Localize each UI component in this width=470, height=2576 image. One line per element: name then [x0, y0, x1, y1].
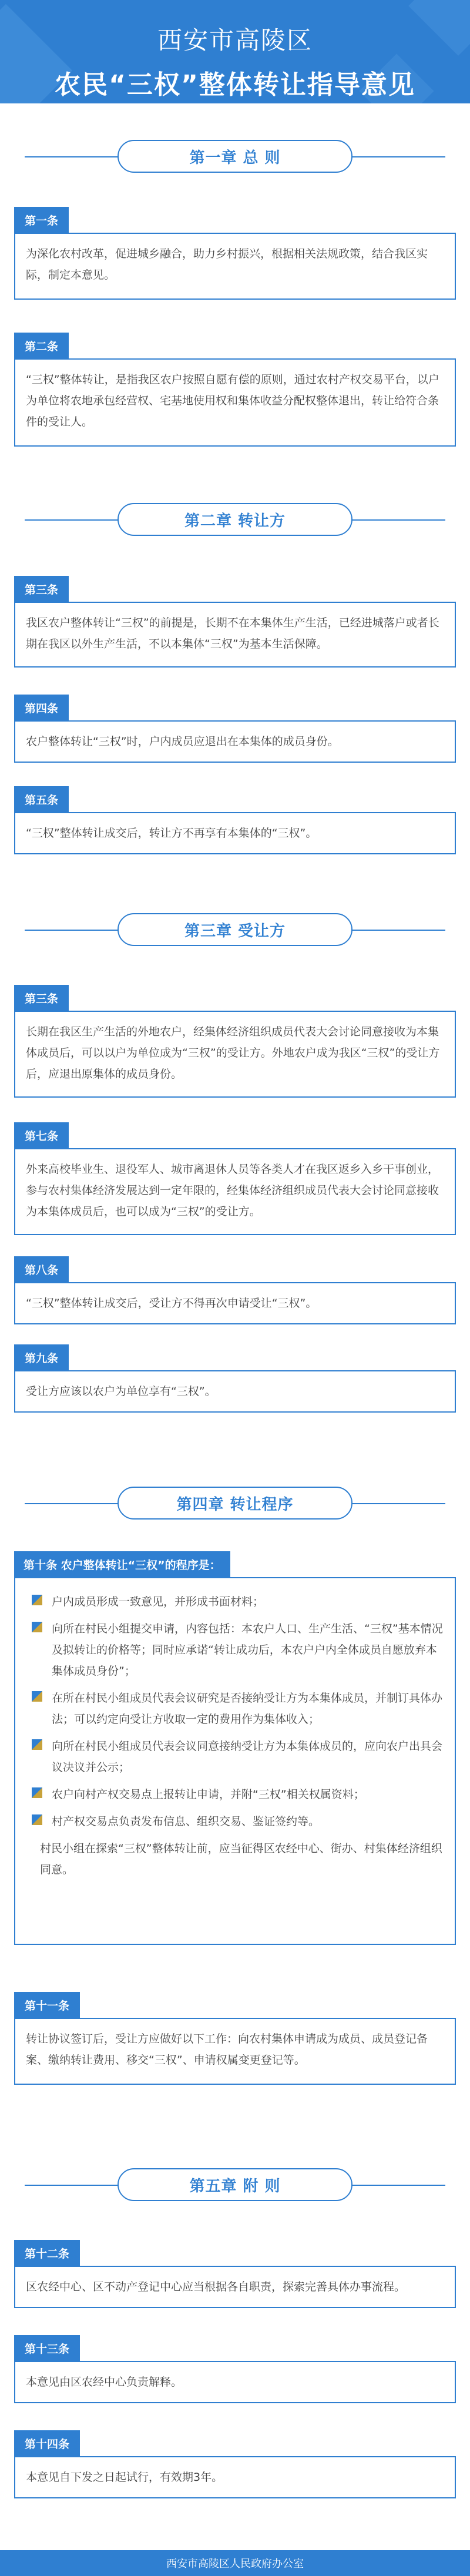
list-item — [26, 1811, 444, 1832]
article-body: “三权”整体转让成交后，受让方不得再次申请受让“三权”。 — [14, 1282, 456, 1324]
article-body: 外来高校毕业生、退役军人、城市离退休人员等各类人才在我区返乡入乡干事创业，参与农村集体经济发展达到一定年限的，经集体经济组织成员代表大会讨论同意接收为本集体成员后，也可以成为“三权”的受让方。 — [14, 1148, 456, 1235]
step-text: 向所在村民小组成员代表会议同意接纳受让方为本集体成员的，应向农户出具会议决议并公示； — [52, 1740, 443, 1774]
step-text: 农户向村产权交易点上报转让申请，并附“三权”相关权属资料； — [52, 1788, 365, 1801]
bullet-icon — [32, 1739, 42, 1750]
article-body: 本意见由区农经中心负责解释。 — [14, 2361, 456, 2403]
chapter-title: 第三章 受让方 — [184, 922, 286, 940]
step-text: 村产权交易点负责发布信息、组织交易、鉴证签约等。 — [52, 1815, 320, 1828]
procedure-note: 村民小组在探索“三权”整体转让前，应当征得区农经中心、街办、村集体经济组织同意。 — [40, 1842, 442, 1876]
chapter-title: 第二章 转让方 — [184, 512, 286, 530]
footer-text: 西安市高陵区人民政府办公室 — [166, 2558, 304, 2570]
list-item — [26, 1618, 444, 1682]
article-tag: 第十二条 — [14, 2240, 80, 2266]
chapter-title: 第四章 转让程序 — [176, 1495, 294, 1514]
chapter-heading — [118, 913, 352, 946]
article-body: 区农经中心、区不动产登记中心应当根据各自职责，探索完善具体办事流程。 — [14, 2266, 456, 2308]
article-tag: 第七条 — [14, 1122, 69, 1148]
page-footer — [0, 2550, 470, 2576]
step-list — [26, 1591, 444, 1832]
page-title: 西安市高陵区 — [157, 26, 313, 55]
article-body: “三权”整体转让，是指我区农户按照自愿有偿的原则，通过农村产权交易平台，以户为单位将农地承包经营权、宅基地使用权和集体收益分配权整体退出，转让给符合条件的受让人。 — [14, 358, 456, 447]
article-tag: 第三条 — [14, 576, 69, 602]
article-body: “三权”整体转让成交后，转让方不再享有本集体的“三权”。 — [14, 812, 456, 854]
article-tag: 第十四条 — [14, 2430, 80, 2456]
article-tag: 第十一条 — [14, 1992, 80, 2018]
article-body: 农户整体转让“三权”时，户内成员应退出在本集体的成员身份。 — [14, 720, 456, 763]
bullet-icon — [32, 1622, 42, 1632]
article-tag: 第十三条 — [14, 2335, 80, 2361]
list-item — [26, 1784, 444, 1805]
chapter-heading — [118, 1487, 352, 1520]
page-subtitle: 农民“三权”整体转让指导意见 — [55, 70, 415, 100]
bullet-icon — [32, 1595, 42, 1605]
list-item — [26, 1688, 444, 1730]
chapter-title: 第一章 总 则 — [189, 149, 281, 167]
article-body: 长期在我区生产生活的外地农户，经集体经济组织成员代表大会讨论同意接收为本集体成员后，可以以户为单位成为“三权”的受让方。外地农户成为我区“三权”的受让方后，应退出原集体的成员身份。 — [14, 1011, 456, 1098]
chapter-heading — [118, 2168, 352, 2201]
article-body: 本意见自下发之日起试行，有效期3年。 — [14, 2456, 456, 2498]
article-body: 转让协议签订后，受让方应做好以下工作：向农村集体申请成为成员、成员登记备案、缴纳转让费用、移交“三权”、申请权属变更登记等。 — [14, 2018, 456, 2085]
bullet-icon — [32, 1691, 42, 1702]
bullet-icon — [32, 1814, 42, 1825]
article-body — [14, 1577, 456, 1945]
article-body: 受让方应该以农户为单位享有“三权”。 — [14, 1370, 456, 1413]
step-text: 向所在村民小组提交申请，内容包括：本农户人口、生产生活、“三权”基本情况及拟转让的价格等；同时应承诺“转让成功后，本农户户内全体成员自愿放弃本集体成员身份”； — [52, 1622, 443, 1678]
chapter-title: 第五章 附 则 — [189, 2177, 281, 2195]
article-tag: 第五条 — [14, 786, 69, 812]
article-tag: 第九条 — [14, 1344, 69, 1370]
step-text: 户内成员形成一致意见，并形成书面材料； — [52, 1595, 264, 1608]
list-item — [26, 1591, 444, 1612]
chapter-heading — [118, 503, 352, 536]
article-tag: 第八条 — [14, 1256, 69, 1282]
article-body: 我区农户整体转让“三权”的前提是，长期不在本集体生产生活，已经进城落户或者长期在我区以外生产生活，不以本集体“三权”为基本生活保障。 — [14, 602, 456, 668]
article-tag: 第十条 农户整体转让“三权”的程序是： — [14, 1551, 230, 1577]
article-tag: 第一条 — [14, 207, 69, 233]
bullet-icon — [32, 1787, 42, 1798]
article-tag: 第二条 — [14, 333, 69, 358]
page-header — [0, 0, 470, 103]
article-tag: 第四条 — [14, 695, 69, 720]
article-tag: 第三条 — [14, 985, 69, 1011]
list-item — [26, 1736, 444, 1778]
article-body: 为深化农村改革，促进城乡融合，助力乡村振兴，根据相关法规政策，结合我区实际，制定本意见。 — [14, 233, 456, 300]
step-text: 在所在村民小组成员代表会议研究是否接纳受让方为本集体成员，并制订具体办法；可以约定向受让方收取一定的费用作为集体收入； — [52, 1692, 443, 1726]
chapter-heading — [118, 140, 352, 173]
